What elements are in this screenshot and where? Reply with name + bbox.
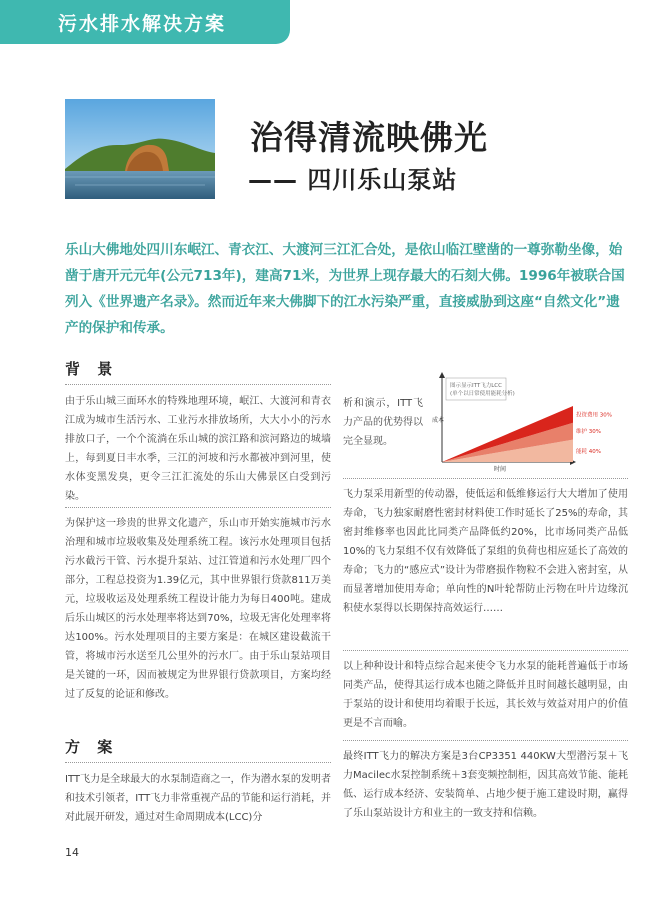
right-paragraph-3: 最终ITT飞力的解决方案是3台CP3351 440KW大型潜污泵＋飞力Macilec水泵控制系统＋3套变频控制柜，因其高效节能、能耗低、运行成本经济、安装简单、占地少便于施工建设时期，赢得了乐山泵站设计方和业主的一致支持和信赖。 (343, 751, 628, 819)
photo-illustration (65, 99, 215, 199)
lcc-chart (428, 370, 628, 490)
lcc-series-label-3: 投资费用 30% (576, 412, 612, 419)
x-axis-label: 时间 (494, 466, 507, 473)
solution-paragraph-1: ITT飞力是全球最大的水泵制造商之一，作为潜水泵的发明者和技术引领者，ITT飞力非常重视产品的节能和运行消耗，并对此展开研发，通过对生命周期成本(LCC)分 (65, 774, 331, 823)
y-axis-label: 成本 (432, 417, 445, 424)
lcc-series-label-1: 能耗 40% (576, 448, 601, 455)
background-heading: 背 景 (65, 360, 119, 378)
right-paragraph-2: 以上种种设计和特点综合起来使令飞力水泵的能耗普遍低于市场同类产品，使得其运行成本也随之降低并且时间越长越明显，由于泵站的设计和使用均着眼于长远，其长效与效益对用户的价值更是不言而喻。 (343, 661, 628, 729)
chart-title-line-1: 图示显示ITT飞力LCC (450, 383, 502, 389)
section-header-tab (0, 0, 290, 44)
background-paragraph-2: 为保护这一珍贵的世界文化遗产，乐山市开始实施城市污水治理和城市垃圾收集及处理系统工程。该污水处理项目包括污水截污干管、污水提升泵站、过江管道和污水处理厂四个部分，工程总投资为1.39亿元，其中世界银行贷款811万美元，垃圾收运及处理系统工程设计能力为每日400吨。建成后乐山城区的污水处理率将达到70%，垃圾无害化处理率将达100%。污水处理项目的主要方案是：在城区建设截流干管，将城市污水送至几公里外的污水厂。由于乐山泵站项目是关键的一环，因而被规定为世界银行贷款项目，方案均经过了反复的论证和修改。 (65, 518, 331, 700)
lcc-chart-svg (428, 370, 628, 490)
article-title: 治得清流映佛光 (250, 118, 488, 157)
intro-paragraph: 乐山大佛地处四川东岷江、青衣江、大渡河三江汇合处，是依山临江壁凿的一尊弥勒坐像，始凿于唐开元元年(公元713年)，建高71米，为世界上现存最大的石刻大佛。1996年被联合国列入《世界遗产名录》。然而近年来大佛脚下的江水污染严重，直接威胁到这座“自然文化”遗产的保护和传承。 (65, 242, 625, 336)
right-divider-2 (343, 740, 628, 741)
lcc-series-group (442, 406, 612, 462)
section-label: 污水排水解决方案 (58, 13, 227, 35)
right-paragraph-1: 飞力泵采用新型的传动器，使低运和低维修运行大大增加了使用寿命，飞力独家耐磨性密封材料使工作时延长了25%的寿命，其密封维修率也因此比同类产品降低约20%，比市场同类产品低10%的飞力泵组不仅有效降低了泵组的负荷也相应延长了高效的寿命；飞力的“感应式”设计为带磨损作物粒不会进入密封室，从而显著增加使用寿命；单向性的N叶轮帮防止污物在叶片边缘沉积使水泵得以长期保持高效运行…… (343, 489, 628, 614)
y-axis-arrow (439, 372, 445, 378)
leshan-landscape-photo (65, 99, 215, 199)
solution-heading: 方 案 (65, 738, 119, 756)
chart-divider (343, 478, 628, 479)
article-subtitle: —— 四川乐山泵站 (248, 166, 458, 194)
paragraph-divider (65, 507, 331, 508)
lcc-series-label-2: 维护 30% (576, 429, 601, 436)
page-number: 14 (65, 846, 79, 859)
background-divider (65, 384, 331, 385)
solution-divider (65, 762, 331, 763)
background-paragraph-1: 由于乐山城三面环水的特殊地理环境，岷江、大渡河和青衣江成为城市生活污水、工业污水排放场所，大大小小的污水排放口子，一个个流淌在乐山城的滨江路和滨河路边的城墙上，每到夏日丰水季，三江的河坡和污水都被冲到河里，使水体变黑发臭，更令三江汇流处的乐山大佛景区白受到污染。 (65, 396, 331, 502)
right-divider-1 (343, 650, 628, 651)
chart-side-text: 析和演示，ITT飞力产品的优势得以完全显现。 (343, 398, 423, 447)
chart-title-line-2: (单个以日常使用能耗分析) (450, 391, 515, 397)
